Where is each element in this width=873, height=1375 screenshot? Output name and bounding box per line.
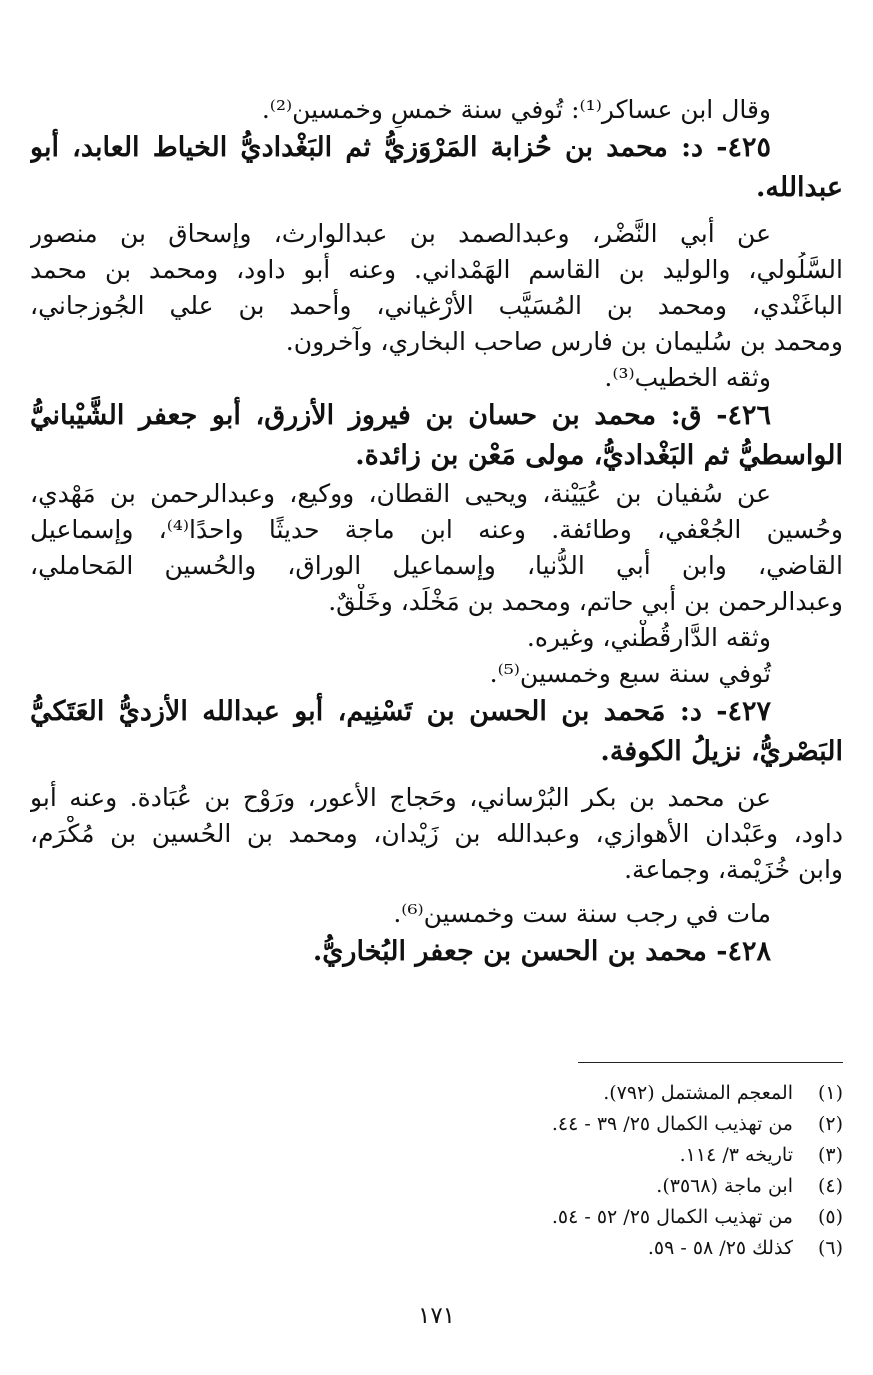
entry-heading-426: ٤٢٦- ق: محمد بن حسان بن فيروز الأزرق، أبو جعفر الشَّيْبانيُّ (30, 400, 771, 431)
footnote-item (30, 1171, 843, 1202)
text-line: وعبدالرحمن بن أبي حاتم، ومحمد بن مَخْلَد، وخَلْقٌ. (328, 587, 843, 616)
footnote-item (30, 1202, 843, 1233)
footnote-item (30, 1109, 843, 1140)
footnote-text: من تهذيب الكمال ٢٥/ ٣٩ - ٤٤. (551, 1113, 793, 1135)
footnote-text: المعجم المشتمل (٧٩٢). (603, 1082, 793, 1104)
footnote-text: ابن ماجة (٣٥٦٨). (656, 1175, 793, 1197)
text-line: عن سُفيان بن عُيَيْنة، ويحيى القطان، ووكيع، وعبدالرحمن بن مَهْدي، (30, 479, 771, 508)
footnote-number: (٦) (817, 1237, 843, 1259)
text-line: عن أبي النَّضْر، وعبدالصمد بن عبدالوارث، وإسحاق بن منصور (30, 219, 771, 248)
text-line: وابن خُزَيْمة، وجماعة. (624, 855, 843, 884)
entry-heading-426-cont: الواسطيُّ ثم البَغْداديُّ، مولى مَعْن بن زائدة. (355, 440, 843, 471)
text-line: ومحمد بن سُليمان بن فارس صاحب البخاري، وآخرون. (285, 327, 843, 356)
entry-heading-425: ٤٢٥- د: محمد بن حُزابة المَرْوَزيُّ ثم البَغْداديُّ الخياط العابد، أبو (30, 132, 771, 163)
page-number: ١٧١ (417, 1303, 456, 1329)
footnote-number: (٤) (817, 1175, 843, 1197)
entry-heading-428: ٤٢٨- محمد بن الحسن بن جعفر البُخاريُّ. (312, 936, 771, 967)
text-line: عن محمد بن بكر البُرْساني، وحَجاج الأعور، ورَوْح بن عُبَادة. وعنه أبو (30, 783, 771, 812)
text-line: تُوفي سنة سبع وخمسين⁽⁵⁾. (489, 659, 771, 688)
text-line: القاضي، وابن أبي الدُّنيا، وإسماعيل الوراق، والحُسين المَحاملي، (30, 551, 843, 580)
footnote-item (30, 1140, 843, 1171)
text-line: وثقه الدَّارقُطْني، وغيره. (526, 623, 771, 652)
footnote-number: (٣) (817, 1144, 843, 1166)
footnote-text: تاريخه ٣/ ١١٤. (679, 1144, 793, 1166)
entry-heading-427-cont: البَصْريُّ، نزيلُ الكوفة. (600, 736, 843, 767)
footnote-text: من تهذيب الكمال ٢٥/ ٥٢ - ٥٤. (551, 1206, 793, 1228)
footnote-number: (٥) (817, 1206, 843, 1228)
footnote-text: كذلك ٢٥/ ٥٨ - ٥٩. (647, 1237, 793, 1259)
text-line: الباغَنْدي، ومحمد بن المُسَيَّب الأرْغياني، وأحمد بن علي الجُوزجاني، (30, 291, 843, 320)
entry-heading-427: ٤٢٧- د: مَحمد بن الحسن بن تَسْنِيم، أبو عبدالله الأزديُّ العَتَكيُّ (30, 696, 771, 727)
text-line: وحُسين الجُعْفي، وطائفة. وعنه ابن ماجة حديثًا واحدًا⁽⁴⁾، وإسماعيل (30, 515, 843, 544)
text-line: وقال ابن عساكر⁽¹⁾: تُوفي سنة خمسٍ وخمسين⁽²⁾. (261, 95, 771, 124)
footnotes (30, 1078, 843, 1264)
footnote-item (30, 1078, 843, 1109)
footnote-number: (٢) (817, 1113, 843, 1135)
footnote-item (30, 1233, 843, 1264)
entry-heading-425-cont: عبدالله. (756, 172, 843, 203)
footnote-number: (١) (817, 1082, 843, 1104)
text-line: مات في رجب سنة ست وخمسين⁽⁶⁾. (393, 899, 771, 928)
text-line: داود، وعَبْدان الأهوازي، وعبدالله بن زَيْدان، ومحمد بن الحُسين بن مُكْرَم، (30, 819, 843, 848)
footnote-divider (578, 1062, 843, 1063)
text-line: السَّلُولي، والوليد بن القاسم الهَمْداني. وعنه أبو داود، ومحمد بن محمد (30, 255, 843, 284)
text-line: وثقه الخطيب⁽³⁾. (604, 363, 771, 392)
